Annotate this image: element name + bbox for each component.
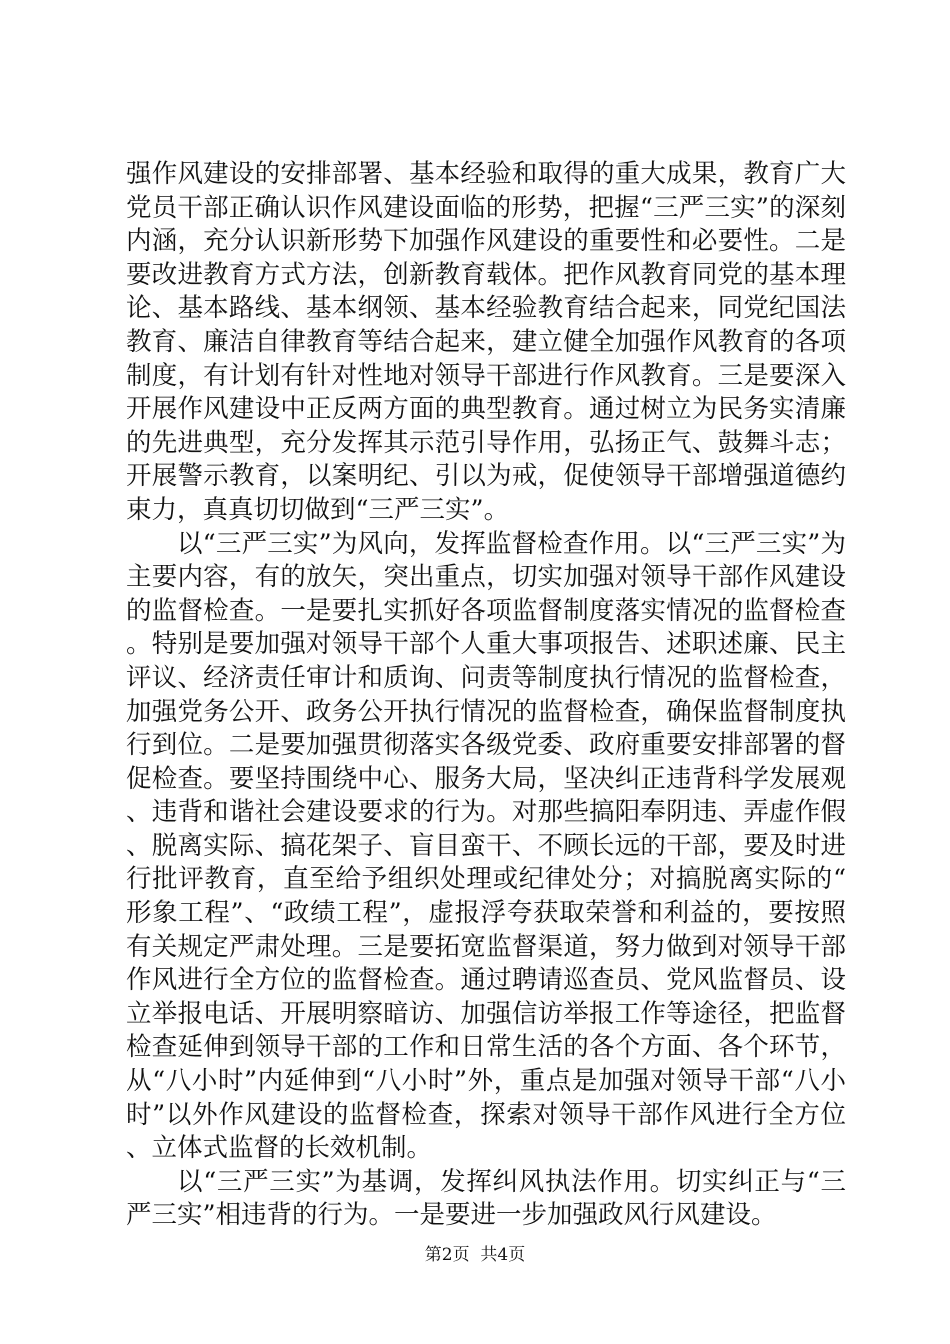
document-body: [126, 158, 846, 1233]
page-number-footer: 第2页 共4页: [424, 1245, 526, 1265]
paragraph-continued: 强作风建设的安排部署、基本经验和取得的重大成果，教育广大党员干部正确认识作风建设面临的形势，把握“三严三实”的深刻内涵，充分认识新形势下加强作风建设的重要性和必要性。二是要改进教育方式方法，创新教育载体。把作风教育同党的基本理论、基本路线、基本纲领、基本经验教育结合起来，同党纪国法教育、廉洁自律教育等结合起来，建立健全加强作风教育的各项制度，有计划有针对性地对领导干部进行作风教育。三是要深入开展作风建设中正反两方面的典型教育。通过树立为民务实清廉的先进典型，充分发挥其示范引导作用，弘扬正气、鼓舞斗志；开展警示教育，以案明纪、引以为戒，促使领导干部增强道德约束力，真真切切做到“三严三实”。: [126, 159, 846, 525]
paragraph-supervision: 以“三严三实”为风向，发挥监督检查作用。以“三严三实”为主要内容，有的放矢，突出重点，切实加强对领导干部作风建设的监督检查。一是要扎实抓好各项监督制度落实情况的监督检查。特别是要加强对领导干部个人重大事项报告、述职述廉、民主评议、经济责任审计和质询、问责等制度执行情况的监督检查，加强党务公开、政务公开执行情况的监督检查，确保监督制度执行到位。二是要加强贯彻落实各级党委、政府重要安排部署的督促检查。要坚持围绕中心、服务大局，坚决纠正违背科学发展观、违背和谐社会建设要求的行为。对那些搞阳奉阴违、弄虚作假、脱离实际、搞花架子、盲目蛮干、不顾长远的干部，要及时进行批评教育，直至给予组织处理或纪律处分；对搞脱离实际的“形象工程”、“政绩工程”，虚报浮夸获取荣誉和利益的，要按照有关规定严肃处理。三是要拓宽监督渠道，努力做到对领导干部作风进行全方位的监督检查。通过聘请巡查员、党风监督员、设立举报电话、开展明察暗访、加强信访举报工作等途径，把监督检查延伸到领导干部的工作和日常生活的各个方面、各个环节，从“八小时”内延伸到“八小时”外，重点是加强对领导干部“八小时”以外作风建设的监督检查，探索对领导干部作风进行全方位、立体式监督的长效机制。: [126, 528, 846, 1164]
paragraph-enforcement: 以“三严三实”为基调，发挥纠风执法作用。切实纠正与“三严三实”相违背的行为。一是要进一步加强政风行风建设。: [126, 1166, 846, 1231]
